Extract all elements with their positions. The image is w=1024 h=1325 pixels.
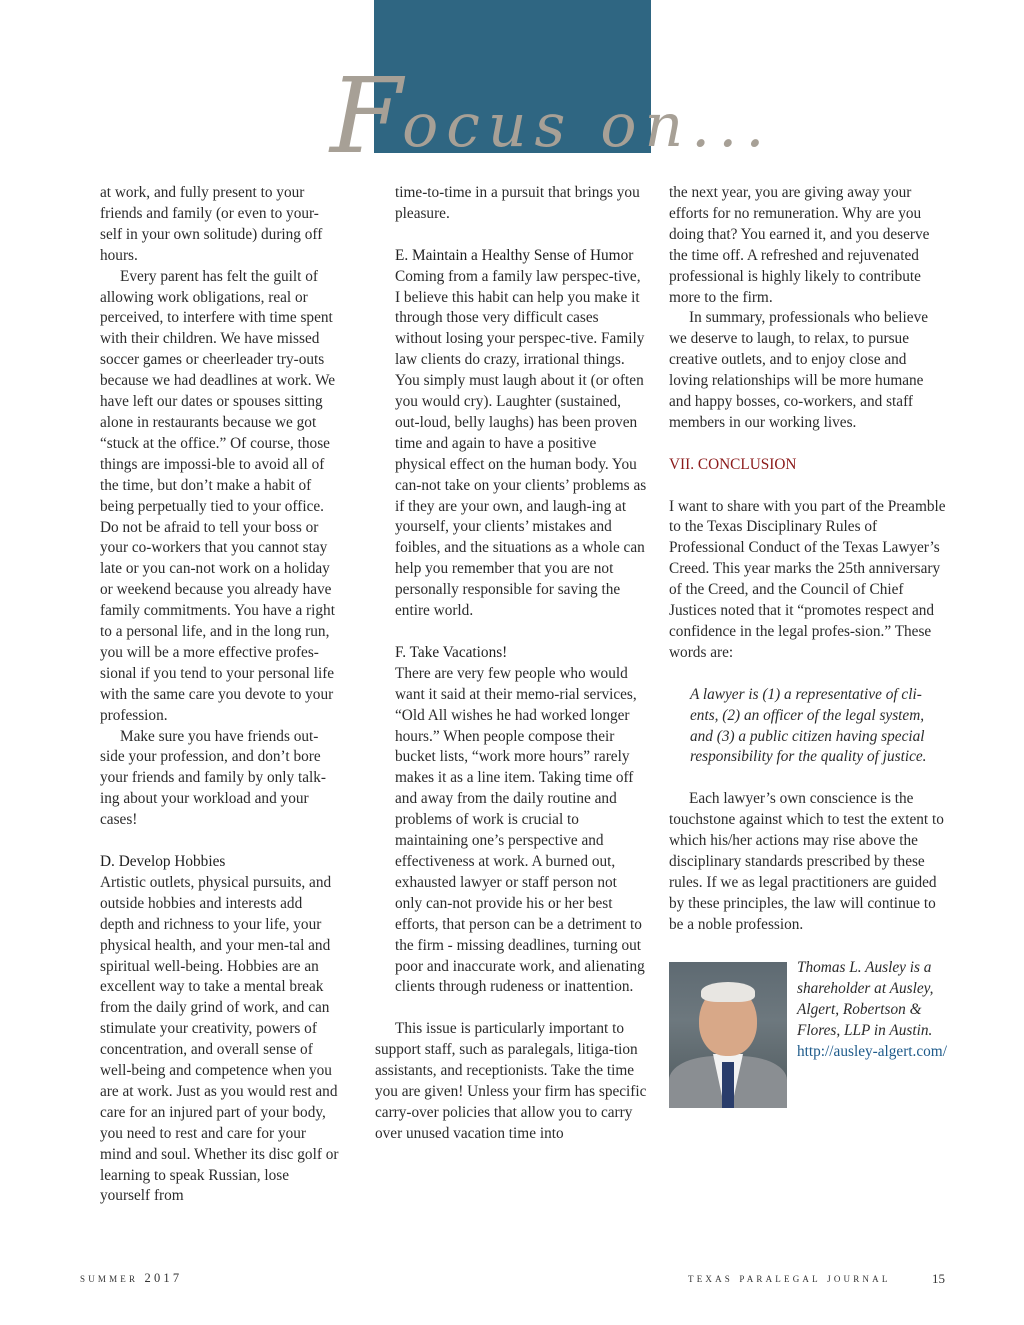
author-link[interactable]: http://ausley-algert.com/	[797, 1042, 947, 1060]
paragraph: I want to share with you part of the Preamble to the Texas Disciplinary Rules of Professional Conduct of the Texas Lawyer’s Creed. This year marks the 25th anniversary of the Creed, and the Council of Chief Justices noted that it “promotes respect and confidence in the legal profes-sion.” These words are:	[669, 497, 946, 661]
section-title: Focus on...	[330, 55, 773, 177]
section-heading: E. Maintain a Healthy Sense of Humor	[395, 246, 634, 264]
page-number: 15	[932, 1271, 945, 1286]
paragraph: This issue is particularly important to support staff, such as paralegals, litiga-tion assistants, and receptionists. Take the time you are given! Unless your firm has specific carry-over policies that allow you to carry over unused vacation time into	[375, 1020, 647, 1142]
footer-issue: summer 2017	[80, 1271, 183, 1285]
paragraph: Make sure you have friends out-side your profession, and don’t bore your friends and family by only talk-ing about your workload and your cases!	[100, 727, 327, 829]
paragraph: at work, and fully present to your friends and family (or even to your-self in your own solitude) during off hours.	[100, 184, 323, 264]
paragraph: There are very few people who would want it said at their memo-rial services, “Old All wishes he had worked longer hours.” When people compose their bucket lists, “work more hours” rarely makes it as a line item. Taking time off and away from the daily routine and problems of work is crucial to maintaining one’s perspective and effectiveness at work. A burned out, exhausted lawyer or staff person not only can-not provide his or her best efforts, that person can be a detriment to the firm - missing deadlines, turning out poor and inaccurate work, and alienating clients through rudeness or inattention.	[395, 664, 645, 996]
paragraph: Every parent has felt the guilt of allowing work obligations, real or perceived, to interfere with time spent with their children. We have missed soccer games or cheerleader try-outs because we had deadlines at work. We have left our dates or spouses sitting alone in restaurants because we got “stuck at the office.” Of course, those things are impossi-ble to avoid all of the time, but don’t make a habit of being perpetually tied to your office. Do not be afraid to tell your boss or your co-workers that you cannot stay late or you can-not work on a holiday or weekend because you already have family commitments. You have a right to a personal life, and in the long run, you will be a more effective profes-sional if you tend to your personal life with the same care you devote to your profession.	[100, 267, 336, 724]
paragraph: Each lawyer’s own conscience is the touchstone against which to test the extent to which his/her actions may rise above the disciplinary standards prescribed by these rules. If we as legal practitioners are guided by these principles, the law will continue to be a noble profession.	[669, 790, 944, 933]
section-heading: F. Take Vacations!	[395, 643, 508, 661]
paragraph: Artistic outlets, physical pursuits, and outside hobbies and interests add depth and richness to your life, your physical health, and your men-tal and spiritual well-being. Hobbies are an excellent way to take a mental break from the daily grind of work, and can stimulate your creativity, powers of concentration, and overall sense of well-being and competence when you are at work. Just as you would rest and care for an injured part of your body, you need to rest and care for your mind and soul. Whether its disc golf or learning to speak Russian, lose yourself from	[100, 873, 339, 1205]
paragraph: In summary, professionals who believe we deserve to laugh, to relax, to pursue creative outlets, and to enjoy close and loving relationships will be more humane and happy bosses, co-workers, and staff members in our working lives.	[669, 309, 929, 431]
paragraph: the next year, you are giving away your efforts for no remuneration. Why are you doing that? You earned it, and you deserve the time off. A refreshed and rejuvenated professional is highly likely to contribute more to the firm.	[669, 184, 930, 306]
section-heading: D. Develop Hobbies	[100, 852, 226, 870]
author-bio: Thomas L. Ausley is a shareholder at Ausley, Algert, Robertson & Flores, LLP in Austin.	[797, 959, 934, 1039]
paragraph: time-to-time in a pursuit that brings you pleasure.	[395, 184, 640, 222]
article-column-3	[669, 183, 949, 936]
block-quote: A lawyer is (1) a representative of cli-ents, (2) an officer of the legal system, and (3) a public citizen having special responsibility for the quality of justice.	[690, 685, 927, 766]
author-photo	[669, 962, 787, 1108]
footer-journal: texas paralegal journal	[688, 1271, 891, 1285]
article-column-1	[100, 183, 340, 1207]
author-caption	[797, 958, 947, 1063]
section-heading-conclusion: VII. CONCLUSION	[669, 455, 797, 473]
article-column-2	[375, 183, 647, 1145]
paragraph: Coming from a family law perspec-tive, I believe this habit can help you make it through those very difficult cases without losing your perspec-tive. Family law clients do crazy, irrational things. You simply must laugh about it (or often you would cry). Laughter (sustained, out-loud, belly laughs) has been proven time and again to have a positive physical effect on the human body. You can-not take on your clients’ problems as if they are your own, and laugh-ing at yourself, your clients’ mistakes and foibles, and the situations as a whole can help you remember that you are not personally responsible for saving the entire world.	[395, 267, 647, 620]
